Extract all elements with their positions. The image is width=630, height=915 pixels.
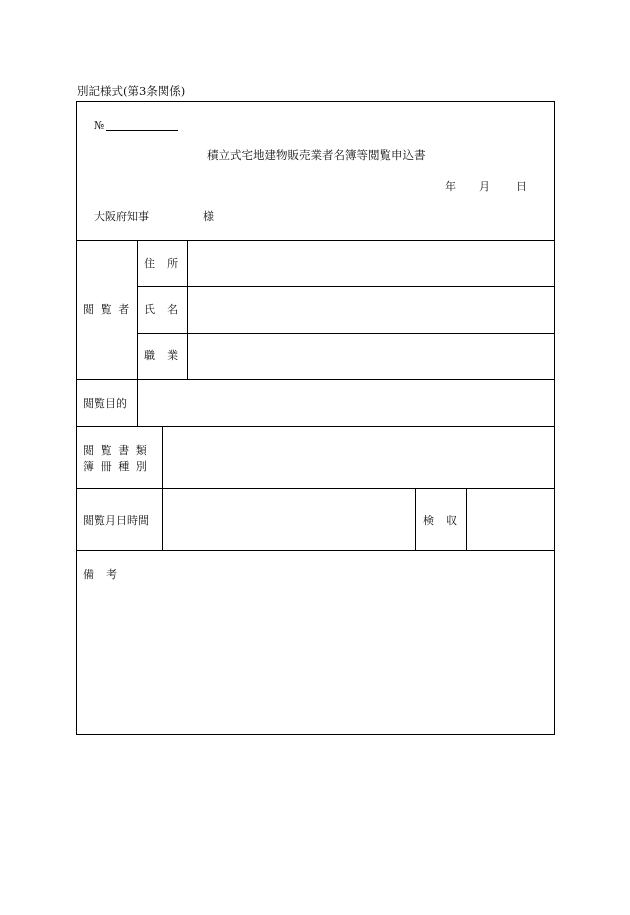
- form-style-label: 別記様式(第3条関係): [77, 84, 186, 98]
- purpose-input[interactable]: [138, 380, 554, 426]
- address-label: 住所: [144, 257, 191, 270]
- occupation-input[interactable]: [188, 334, 554, 379]
- number-field[interactable]: [106, 130, 178, 131]
- book-type-label: 簿冊種別: [83, 460, 154, 473]
- inspection-input[interactable]: [467, 489, 554, 550]
- form-title: 積立式宅地建物販売業者名簿等閲覧申込書: [207, 148, 426, 162]
- occupation-label: 職業: [144, 349, 191, 362]
- inspection-label: 検収: [423, 514, 470, 527]
- date-month-label: 月: [479, 180, 490, 193]
- remarks-label: 備考: [83, 568, 130, 581]
- divider-inspection-left: [415, 488, 416, 550]
- honorific: 様: [203, 210, 214, 223]
- name-label: 氏名: [144, 303, 191, 316]
- documents-input[interactable]: [163, 427, 554, 488]
- addressee: 大阪府知事: [94, 210, 149, 223]
- divider-datetime: [76, 550, 555, 551]
- number-label: №: [94, 119, 105, 132]
- datetime-input[interactable]: [163, 489, 415, 550]
- datetime-label: 閲覧月日時間: [83, 514, 149, 527]
- address-input[interactable]: [188, 241, 554, 286]
- remarks-input[interactable]: [77, 585, 554, 733]
- purpose-label: 閲覧目的: [83, 397, 127, 410]
- documents-label: 閲覧書類: [83, 444, 154, 457]
- date-day-label: 日: [516, 180, 527, 193]
- viewer-label: 閲覧者: [83, 303, 136, 316]
- date-year-label: 年: [445, 180, 456, 193]
- name-input[interactable]: [188, 287, 554, 333]
- divider-viewer-label: [137, 240, 138, 380]
